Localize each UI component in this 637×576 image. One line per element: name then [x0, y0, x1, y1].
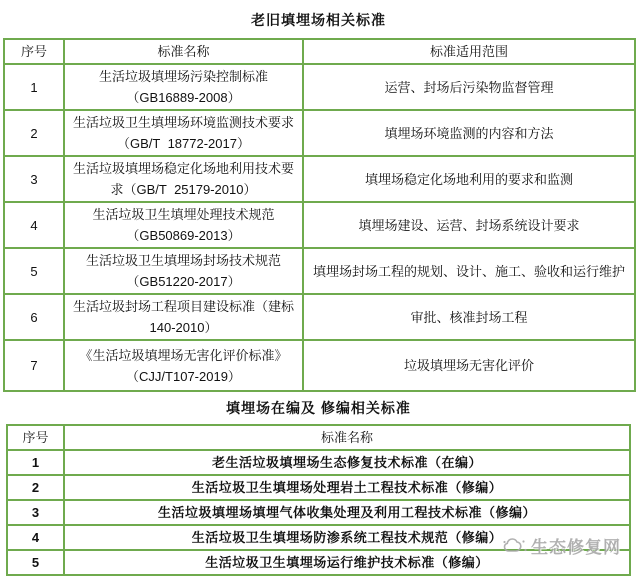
row-no: 5	[4, 248, 64, 294]
standard-name: 生活垃圾填埋场填埋气体收集处理及利用工程技术标准（修编）	[64, 500, 630, 525]
table1-title: 老旧填埋场相关标准	[251, 12, 386, 28]
table1-header-name: 标准名称	[64, 39, 303, 64]
standard-scope: 填埋场建设、运营、封场系统设计要求	[303, 202, 635, 248]
standard-scope: 填埋场环境监测的内容和方法	[303, 110, 635, 156]
table-row	[4, 156, 635, 202]
standard-name: 生活垃圾卫生填埋场运行维护技术标准（修编）	[64, 550, 630, 575]
table-row	[7, 450, 630, 475]
table2-header-row	[7, 425, 630, 450]
table-row	[4, 202, 635, 248]
old-landfill-standards-table	[3, 38, 636, 392]
row-no: 4	[4, 202, 64, 248]
standard-scope: 垃圾填埋场无害化评价	[303, 340, 635, 391]
table1-header-row	[4, 39, 635, 64]
row-no: 3	[7, 500, 64, 525]
standard-name: 生活垃圾卫生填埋场防渗系统工程技术规范（修编）	[64, 525, 630, 550]
row-no: 3	[4, 156, 64, 202]
row-no: 6	[4, 294, 64, 340]
standard-scope: 填埋场稳定化场地利用的要求和监测	[303, 156, 635, 202]
standard-scope: 填埋场封场工程的规划、设计、施工、验收和运行维护	[303, 248, 635, 294]
table2-title: 填埋场在编及 修编相关标准	[226, 400, 411, 416]
table-row	[4, 64, 635, 110]
table-row	[4, 294, 635, 340]
table-row	[7, 525, 630, 550]
table-row	[4, 110, 635, 156]
standard-name: 生活垃圾填埋场稳定化场地利用技术要求（GB/T 25179-2010）	[64, 156, 303, 202]
row-no: 2	[7, 475, 64, 500]
standard-scope: 运营、封场后污染物监督管理	[303, 64, 635, 110]
standard-name: 老生活垃圾填埋场生态修复技术标准（在编）	[64, 450, 630, 475]
table-row	[7, 500, 630, 525]
standard-name: 生活垃圾卫生填埋场封场技术规范（GB51220-2017）	[64, 248, 303, 294]
standard-name: 生活垃圾卫生填埋场处理岩土工程技术标准（修编）	[64, 475, 630, 500]
in-progress-standards-table	[6, 424, 631, 576]
row-no: 1	[7, 450, 64, 475]
table-row	[4, 248, 635, 294]
standard-name: 《生活垃圾填埋场无害化评价标准》（CJJ/T107-2019）	[64, 340, 303, 391]
table-row	[7, 475, 630, 500]
table-row	[4, 340, 635, 391]
standard-name: 生活垃圾填埋场污染控制标准（GB16889-2008）	[64, 64, 303, 110]
row-no: 1	[4, 64, 64, 110]
standard-scope: 审批、核准封场工程	[303, 294, 635, 340]
table1-header-no: 序号	[4, 39, 64, 64]
table1-header-scope: 标准适用范围	[303, 39, 635, 64]
watermark-text: 生态修复网	[531, 538, 621, 557]
row-no: 7	[4, 340, 64, 391]
row-no: 5	[7, 550, 64, 575]
standard-name: 生活垃圾卫生填埋处理技术规范（GB50869-2013）	[64, 202, 303, 248]
standard-name: 生活垃圾封场工程项目建设标准（建标 140-2010）	[64, 294, 303, 340]
row-no: 2	[4, 110, 64, 156]
table-row	[7, 550, 630, 575]
table2-header-no: 序号	[7, 425, 64, 450]
standard-name: 生活垃圾卫生填埋场环境监测技术要求（GB/T 18772-2017）	[64, 110, 303, 156]
table2-header-name: 标准名称	[64, 425, 630, 450]
row-no: 4	[7, 525, 64, 550]
